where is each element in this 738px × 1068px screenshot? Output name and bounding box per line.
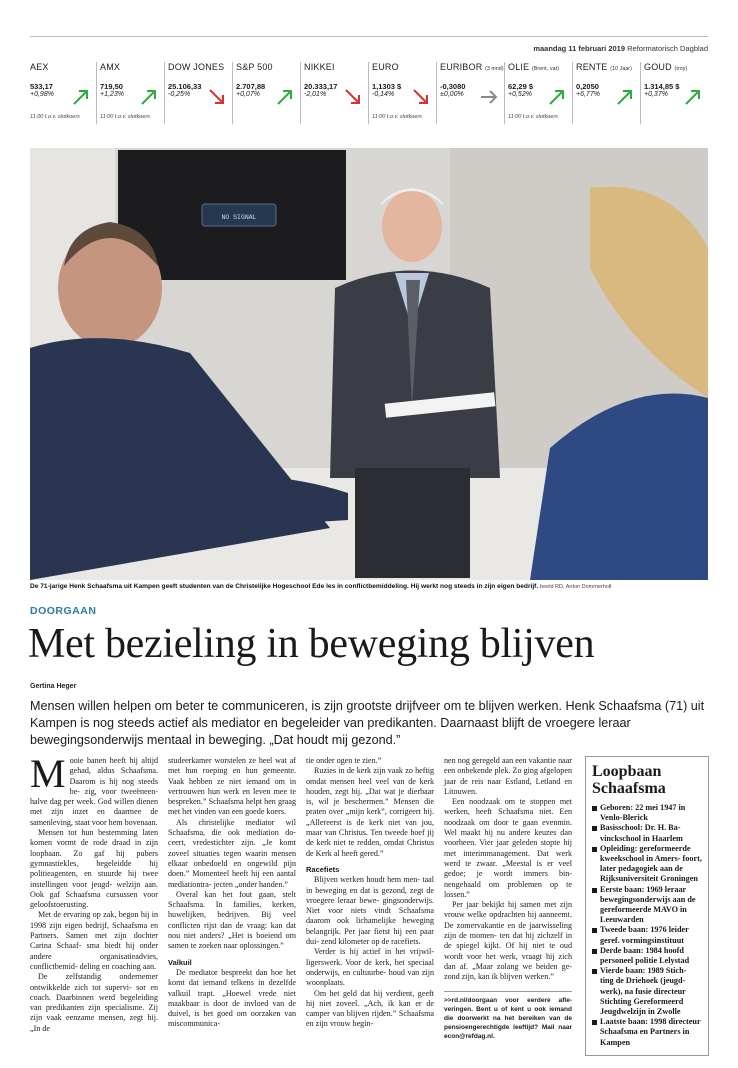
lead-paragraph: Mensen willen helpen om beter te communiceren, is zijn grootste drijfveer om te blijven werken. Henk Schaafsma (71) uit Kampen is nog steeds actief als mediator en begeleider van predikanten. Daarnaast blijft de vroegere leraar bewegingsonderwijs mentaal in beweging. „Dat houdt mij gezond.”	[30, 699, 705, 747]
subheading: Racefiets	[306, 864, 340, 874]
section-kicker: DOORGAAN	[30, 605, 97, 617]
career-item: Derde baan: 1984 hoofd personeel politie Lelystad	[592, 946, 702, 966]
ticker-change: -0,14%	[372, 91, 395, 98]
column-3	[306, 756, 434, 1030]
ticker-value: 62,29 $	[508, 82, 534, 91]
paragraph: studeerkamer worstelen ze heel wat af met hun roeping en hun gemeente. Vaak hebben ze niet iemand om in vertrouwen hun werk en leven mee te bespreken.” Schaafsma helpt hen graag met het vinden van een goede koers.	[168, 756, 296, 817]
ticker-name: DOW JONES	[168, 62, 225, 72]
ticker-item-goud	[640, 62, 708, 124]
arrow-up-icon	[548, 88, 566, 106]
ticker-value: 533,17	[30, 82, 53, 91]
ticker-item-nikkei	[300, 62, 368, 124]
arrow-down-icon	[208, 88, 226, 106]
paragraph: Overal kan het fout gaan, stelt Schaafsma. In families, kerken, huwelijken, bedrijven. Bij veel conflicten rijst dan de vraag: kan dat nou niet anders? „Het is boeiend om samen te zoeken naar oplossingen.”	[168, 889, 296, 951]
paragraph: Om het geld dat hij verdient, geeft hij niet zoveel. „Ach, ik kan er de camper van blijven rijden.” Schaafsma en zijn vrouw begin-	[306, 988, 434, 1029]
ticker-value: -0,3080	[440, 82, 466, 91]
arrow-up-icon	[72, 88, 90, 106]
ticker-name: EURO	[372, 62, 399, 72]
ticker-change: -2,01%	[304, 91, 327, 98]
ticker-value: 719,50	[100, 82, 123, 91]
career-item: Tweede baan: 1976 leider geref. vormingsinstituut	[592, 925, 702, 945]
ticker-item-olie	[504, 62, 572, 124]
ticker-value: 0,2050	[576, 82, 599, 91]
arrow-up-icon	[616, 88, 634, 106]
ticker-value: 25.106,33	[168, 82, 202, 91]
career-item: Basisschool: Dr. H. Ba- vinckschool in Haarlem	[592, 823, 702, 843]
paragraph: Verder is hij actief in het vrijwil- ligerswerk. Voor de kerk, het speciaal onderwijs, en cultuurbe- houd van zijn woonplaats.	[306, 947, 434, 988]
ticker-name: NIKKEI	[304, 62, 335, 72]
paragraph: tie onder ogen te zien.”	[306, 756, 382, 765]
ticker-item-aex	[30, 62, 96, 124]
column-1	[30, 751, 158, 1034]
reader-note: >>rd.nl/doorgaan voor eerdere afle- veringen. Bent u of kent u ook iemand die doorwerkt na het bereiken van de pensioengerechtigde leeftijd? Mail naar econ@refdag.nl.	[444, 991, 572, 1041]
market-ticker	[30, 62, 708, 124]
sidebar-title: Loopbaan Schaafsma	[592, 763, 666, 797]
headline: Met bezieling in beweging blijven	[28, 621, 595, 667]
career-item: Opleiding: gereformeerde kweekschool in Amers- foort, later pedagogiek aan de Rijksuniversiteit Groningen	[592, 844, 702, 885]
photo-credit: beeld RD, Anton Dommerholt	[540, 584, 612, 590]
paragraph: nen nog geregeld aan een vakantie naar een onbekende plek. Zo ging afgelopen jaar de reis naar Estland, Letland en Litouwen.	[444, 756, 572, 796]
ticker-item-amx	[96, 62, 164, 124]
ticker-change: ±0,00%	[440, 91, 464, 98]
ticker-change: +0,37%	[644, 91, 668, 98]
career-sidebar	[585, 756, 709, 1056]
ticker-footnote: 11:00 t.o.v. slotkoers	[30, 114, 80, 120]
ticker-name: EURIBOR (3 mnd)	[440, 62, 504, 72]
ticker-name: AEX	[30, 62, 49, 72]
paragraph: Ruzies in de kerk zijn vaak zo heftig omdat mensen heel veel van de kerk houden, zegt hij. „Dat wat je dierbaar is, wil je beschermen.” Mensen die praten over „mijn kerk”, corrigeert hij. „Allereerst is de kerk niet van jou, maar van Christus. Ten tweede hoef jij de kerk niet te redden, omdat Christus de Kerk al heeft gered.”	[306, 766, 434, 858]
ticker-name: GOUD (troy)	[644, 62, 688, 72]
career-item: Eerste baan: 1969 leraar bewegingsonderwijs aan de gereformeerde MAVO in Leeuwarden	[592, 885, 702, 926]
ticker-item-euribor	[436, 62, 504, 124]
arrow-up-icon	[140, 88, 158, 106]
photo-caption: De 71-jarige Henk Schaafsma uit Kampen geeft studenten van de Christelijke Hogeschool Ede les in conflictbemiddeling. Hij werkt nog steeds in zijn eigen bedrijf. beeld RD, Anton Dommerholt	[30, 583, 612, 590]
career-item: Geboren: 22 mei 1947 in Venlo-Blerick	[592, 803, 702, 823]
ticker-change: +1,23%	[100, 91, 124, 98]
paragraph: Als christelijke mediator wil Schaafsma, die ook mediation do- ceert, vredestichter zijn. „Je komt zoveel situaties tegen waarin mensen elkaar onbedoeld en ongewild pijn doen.” Momenteel heeft hij een aantal mediationtra- jecten „onder handen.”	[168, 817, 296, 889]
classroom-photo	[30, 148, 708, 580]
drop-cap: M	[30, 751, 66, 796]
byline: Gertina Heger	[30, 683, 77, 690]
career-list	[592, 803, 702, 1048]
column-2	[168, 756, 296, 1030]
arrow-up-icon	[276, 88, 294, 106]
ticker-change: +0,07%	[236, 91, 260, 98]
paragraph: De mediator bespreekt dan hoe het komt dat iemand telkens in dezelfde valkuil trapt. „Hoewel vrede niet maakbaar is door de invloed van de duivel, is het goed om oorzaken van miscommunica-	[168, 967, 296, 1029]
ticker-value: 2.707,88	[236, 82, 266, 91]
paragraph: Mensen tot hun bestemming laten komen vormt de rode draad in zijn loopbaan. Zo gaf hij pubers gymnastiekles, begeleidde hij politieagenten, en stuurde hij twee instellingen voor jeugd- welzijn aan. Ook gaf Schaafsma cursussen voor geloofstoerusting.	[30, 828, 158, 910]
ticker-change: +6,77%	[576, 91, 600, 98]
paragraph: Een noodzaak om te stoppen met werken, heeft Schaafsma niet. Een noodzaak om door te gaan evenmin. Wel maakt hij nu andere keuzes dan voorheen. Vier jaar geleden stopte hij met interimmanagement. Dat werk werd te zwaar. „Meestal is er veel gedoe; je wordt immers bin- nengehaald om problemen op te lossen.”	[444, 797, 572, 899]
ticker-change: +0,52%	[508, 91, 532, 98]
ticker-value: 1,1303 $	[372, 82, 402, 91]
ticker-footnote: 11:00 t.o.v. slotkoers	[508, 114, 558, 120]
ticker-name: RENTE (10 Jaar)	[576, 62, 633, 72]
arrow-up-icon	[684, 88, 702, 106]
paragraph: Per jaar bekijkt hij samen met zijn vrouw welke opdrachten hij aanneemt. De zomervakantie en de jaarwisseling zijn de momen- ten dat hij zichzelf in de spiegel kijkt. Of hij niet te oud wordt voor het werk, vraagt hij zich dan af. „Maar zolang we beiden ge- zond zijn, kan ik blijven werken.”	[444, 900, 572, 982]
ticker-name: S&P 500	[236, 62, 273, 72]
ticker-name: OLIE (Brent, vat)	[508, 62, 560, 72]
career-item: Vierde baan: 1989 Stich- ting de Driehoek (jeugd- werk), na fusie directeur Stichting Gereformeerd Jeugdwelzijn in Zwolle	[592, 966, 702, 1017]
ticker-footnote: 11:00 t.o.v. slotkoers	[372, 114, 422, 120]
ticker-footnote: 11:00 t.o.v. slotkoers	[100, 114, 150, 120]
subheading: Valkuil	[168, 957, 192, 967]
arrow-down-icon	[412, 88, 430, 106]
arrow-right-icon	[480, 88, 498, 106]
ticker-value: 20.333,17	[304, 82, 338, 91]
ticker-item-s-p-500	[232, 62, 300, 124]
ticker-item-rente	[572, 62, 640, 124]
ticker-name: AMX	[100, 62, 121, 72]
top-rule	[30, 36, 708, 37]
paragraph: Blijven werken houdt hem men- taal in beweging en dat is gezond, zegt de vroegere leraar bewe- gingsonderwijs. Niet voor niets vindt Schaafsma daarom ook lichamelijke beweging belangrijk. Per jaar fietst hij een paar dui- zend kilometer op de racefiets.	[306, 875, 434, 947]
arrow-down-icon	[344, 88, 362, 106]
column-4	[444, 756, 572, 1041]
paragraph: ooie banen heeft hij altijd gehad, aldus Schaafsma. Daarom is hij nog steeds be- zig, voor tweeëneen- halve dag per week. God willen dienen met zijn inzet en daarmee de samenleving, staat voor hem bovenaan.	[30, 756, 158, 827]
screen-text: NO SIGNAL	[221, 214, 257, 221]
ticker-item-dow-jones	[164, 62, 232, 124]
ticker-value: 1.314,85 $	[644, 82, 680, 91]
article-photo	[30, 148, 708, 580]
dateline: maandag 11 februari 2019 Reformatorisch Dagblad	[533, 44, 708, 53]
paragraph: De zelfstandig ondernemer ontwikkelde zich tot supervi- sor en coach. Daarbinnen werd begeleiding van predikanten zijn specialisme. Zij zijn vaak eenzame mensen, zegt hij. „In de	[30, 972, 158, 1033]
career-item: Laatste baan: 1998 directeur Schaafsma en Partners in Kampen	[592, 1017, 702, 1048]
ticker-item-euro	[368, 62, 436, 124]
ticker-change: -0,25%	[168, 91, 191, 98]
paragraph: Met de ervaring op zak, begon hij in 1998 zijn eigen bedrijf, Schaafsma en Partners. Samen met zijn dochter Carina Schaaf- sma biedt hij onder andere organisatieadvies, conflictbemid- deling en coaching aan.	[30, 910, 158, 971]
ticker-change: +0,98%	[30, 91, 54, 98]
